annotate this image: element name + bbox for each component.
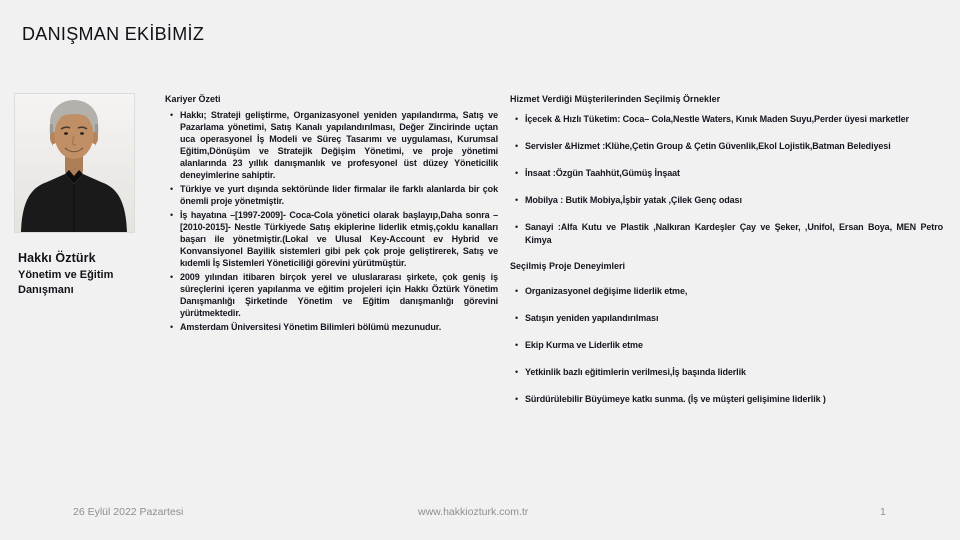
- career-bullet-list: [165, 109, 498, 333]
- bullet-icon: •: [515, 313, 519, 323]
- client-bullet-text: İnsaat :Özgün Taahhüt,Gümüş İnşaat: [525, 168, 680, 178]
- project-bullet: [510, 393, 943, 406]
- project-bullet-text: Ekip Kurma ve Liderlik etme: [525, 340, 643, 350]
- bullet-icon: •: [170, 210, 174, 220]
- project-bullet: [510, 312, 943, 325]
- bullet-icon: •: [515, 394, 519, 404]
- footer-website: www.hakkiozturk.com.tr: [418, 506, 529, 518]
- career-bullet: [165, 183, 498, 207]
- clients-projects-section: [510, 94, 943, 420]
- bullet-icon: •: [515, 141, 519, 151]
- bullet-icon: •: [515, 168, 519, 178]
- client-bullet: [510, 140, 943, 153]
- project-bullet: [510, 285, 943, 298]
- clients-bullet-list: [510, 113, 943, 247]
- profile-photo: [14, 93, 135, 233]
- bullet-icon: •: [170, 184, 174, 194]
- profile-name: Hakkı Öztürk: [18, 251, 96, 265]
- bullet-icon: •: [170, 110, 174, 120]
- portrait-photo-icon: [15, 94, 134, 232]
- career-bullet-text: 2009 yılından itibaren birçok yerel ve uluslararası şirkete, çok geniş iş süreçlerini içeren yapılanma ve eğitim projeleri için Hakkı Öztürk Yönetim Danışmanlığı Şirketinde Yönetim ve Eğitim danışmanlığı görevini yürütmektedir.: [180, 272, 498, 318]
- career-bullet-text: Hakkı; Strateji geliştirme, Organizasyonel yeniden yapılandırma, Satış ve Pazarlama yönetimi, Satış Kanalı yapılandırılması, Değer Zincirinde uçtan uca operasyonel İş Modeli ve Süreç Tasarımı ve uygulaması, Kurumsal Eğitim,Dönüşüm ve Stratejik Değişim Yönetimi, ve proje yönetimi alanlarında 23 yıllık danışmanlık ve profesyonel üst düzey Yöneticilik deneyimlerine sahiptir.: [180, 110, 498, 180]
- projects-heading: Seçilmiş Proje Deneyimleri: [510, 261, 626, 271]
- project-bullet-text: Satışın yeniden yapılandırılması: [525, 313, 659, 323]
- bullet-icon: •: [515, 195, 519, 205]
- bullet-icon: •: [515, 222, 519, 232]
- career-bullet-text: İş hayatına –[1997-2009]- Coca-Cola yönetici olarak başlayıp,Daha sonra –[2010-2015]- Nestle Türkiyede Satış ekiplerine liderlik etmiş,çoklu kanalları başarı ile yönetmiştir.(Lokal ve Ulusal Key-Account ev Hybrid ve Konvansiyonel Bayilik sistemleri gibi pek çok proje geliştirerek, Satış ve kıdemli İş Sistemleri Yöneticiliği görevini yürütmüştür.: [180, 210, 498, 268]
- client-bullet: [510, 113, 943, 126]
- bullet-icon: •: [515, 367, 519, 377]
- project-bullet: [510, 339, 943, 352]
- bullet-icon: •: [170, 322, 174, 332]
- project-bullet: [510, 366, 943, 379]
- bullet-icon: •: [515, 340, 519, 350]
- career-bullet: [165, 109, 498, 181]
- career-bullet: [165, 321, 498, 333]
- page-title: DANIŞMAN EKİBİMİZ: [22, 24, 205, 44]
- career-bullet: [165, 271, 498, 319]
- client-bullet-text: Servisler &Hizmet :Klühe,Çetin Group & Çetin Güvenlik,Ekol Lojistik,Batman Belediyesi: [525, 141, 891, 151]
- footer-page-number: 1: [880, 506, 886, 518]
- bullet-icon: •: [515, 114, 519, 124]
- client-bullet-text: Mobilya : Butik Mobiya,İşbir yatak ,Çilek Genç odası: [525, 195, 742, 205]
- bullet-icon: •: [515, 286, 519, 296]
- client-bullet-text: Sanayi :Alfa Kutu ve Plastik ,Nalkıran Kardeşler Çay ve Şeker, ,Unifol, Ersan Boya, MEN Petro Kimya: [525, 222, 943, 245]
- clients-heading: Hizmet Verdiği Müşterilerinden Seçilmiş Örnekler: [510, 94, 721, 104]
- client-bullet: [510, 194, 943, 207]
- project-bullet-text: Sürdürülebilir Büyümeye katkı sunma. (İş ve müşteri gelişimine liderlik ): [525, 394, 826, 404]
- career-bullet-text: Amsterdam Üniversitesi Yönetim Bilimleri bölümü mezunudur.: [180, 322, 442, 332]
- client-bullet-text: İçecek & Hızlı Tüketim: Coca– Cola,Nestle Waters, Kınık Maden Suyu,Perder üyesi marketler: [525, 114, 909, 124]
- footer-date: 26 Eylül 2022 Pazartesi: [73, 506, 184, 518]
- career-bullet: [165, 209, 498, 269]
- client-bullet: [510, 167, 943, 180]
- career-bullet-text: Türkiye ve yurt dışında sektöründe lider firmalar ile farklı alanlarda bir çok önemli proje yönetmiştir.: [180, 184, 498, 206]
- profile-role: Yönetim ve Eğitim Danışmanı: [18, 269, 114, 296]
- bullet-icon: •: [170, 272, 174, 282]
- client-bullet: [510, 221, 943, 247]
- projects-bullet-list: [510, 285, 943, 406]
- career-summary-section: [165, 94, 498, 335]
- project-bullet-text: Yetkinlik bazlı eğitimlerin verilmesi,İş başında liderlik: [525, 367, 746, 377]
- project-bullet-text: Organizasyonel değişime liderlik etme,: [525, 286, 688, 296]
- career-heading: Kariyer Özeti: [165, 94, 221, 104]
